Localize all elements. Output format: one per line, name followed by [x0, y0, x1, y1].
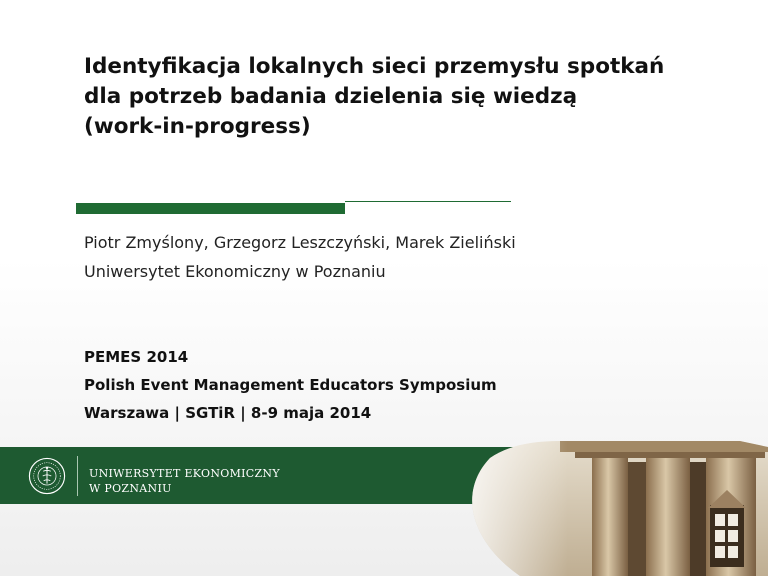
- title-line-1: Identyfikacja lokalnych sieci przemysłu spotkań: [84, 54, 665, 79]
- authors-affiliation: Uniwersytet Ekonomiczny w Poznaniu: [84, 262, 386, 281]
- authors-names: Piotr Zmyślony, Grzegorz Leszczyński, Marek Zieliński: [84, 233, 516, 252]
- event-full-name: Polish Event Management Educators Symposium: [84, 376, 497, 394]
- event-place-date: Warszawa | SGTiR | 8-9 maja 2014: [84, 404, 372, 422]
- title-line-3: (work-in-progress): [84, 114, 311, 139]
- title-line-2: dla potrzeb badania dzielenia się wiedzą: [84, 84, 578, 109]
- event-name: PEMES 2014: [84, 348, 189, 366]
- university-name-line-2: W POZNANIU: [89, 482, 172, 495]
- university-name-line-1: UNIWERSYTET EKONOMICZNY: [89, 467, 280, 480]
